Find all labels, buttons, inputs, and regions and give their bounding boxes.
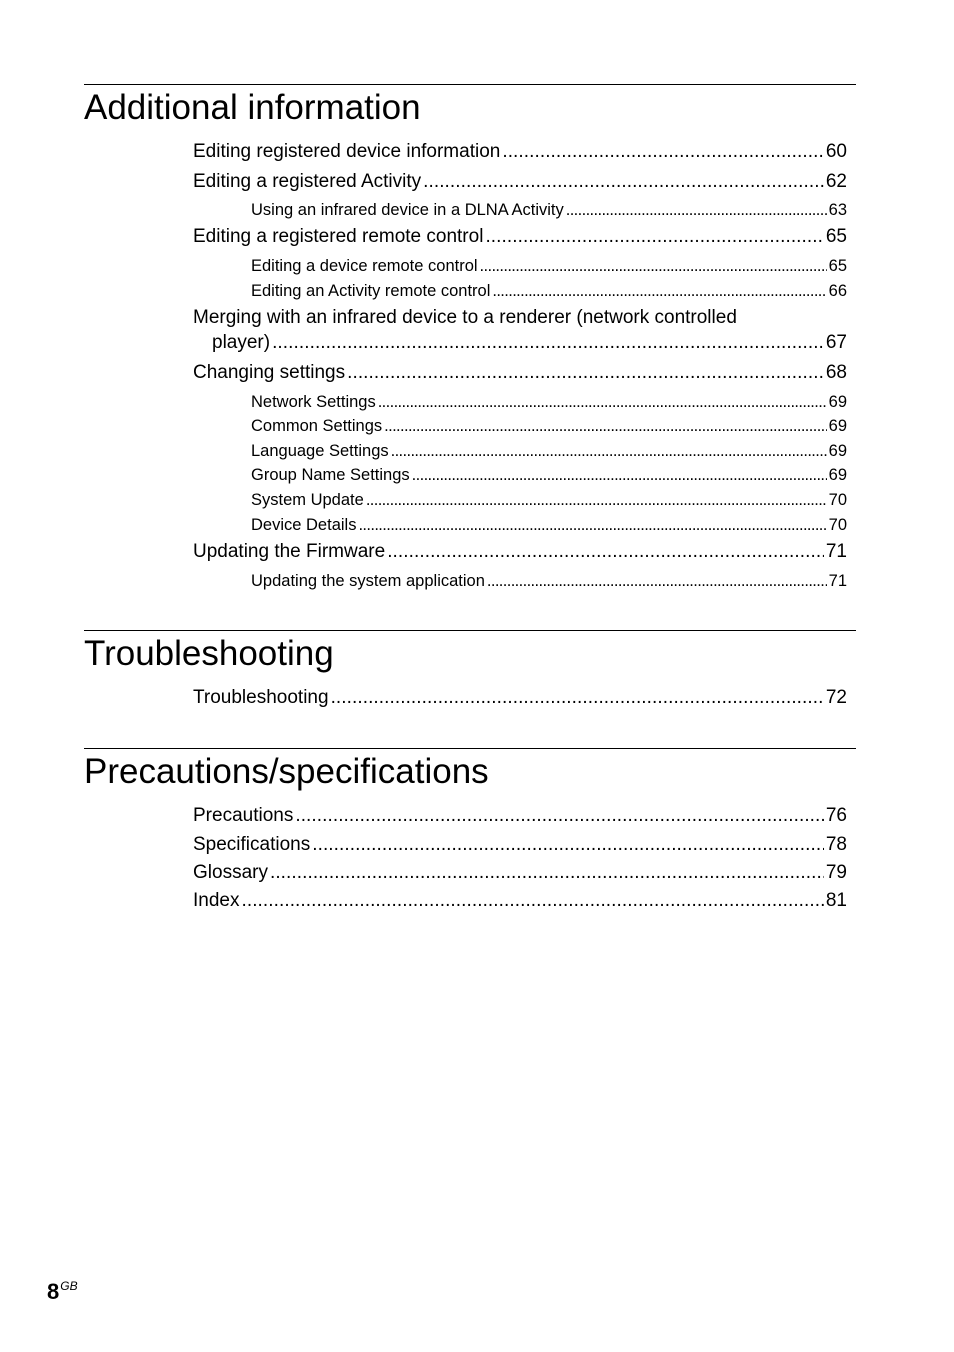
dot-leader [391,440,827,462]
dot-leader [312,833,824,857]
toc-entry[interactable] [193,170,847,194]
toc-entry-title: Editing a device remote control [251,257,478,275]
section-divider [84,748,856,749]
dot-leader [270,861,824,885]
dot-leader [412,464,827,486]
toc-entry-title: Index [193,890,240,911]
toc-entry-page: 63 [828,201,847,219]
toc-entry[interactable] [193,889,847,913]
toc-entry-page: 79 [825,862,847,883]
toc-subentry[interactable] [251,280,847,302]
toc-entry-title: System Update [251,491,364,509]
dot-leader [384,415,827,437]
toc-entry-page: 69 [828,466,847,484]
toc-subentry[interactable] [251,415,847,437]
toc-subentry[interactable] [251,199,847,221]
dot-leader [566,199,827,221]
toc-entry-page: 70 [828,516,847,534]
toc-entry-page: 60 [825,141,847,162]
toc-entry-title: Network Settings [251,393,376,411]
toc-entry-page: 78 [825,834,847,855]
toc-subentry[interactable] [251,464,847,486]
toc-entry-title: Group Name Settings [251,466,410,484]
toc-entry-title: Glossary [193,862,268,883]
toc-subentry[interactable] [251,391,847,413]
toc-entry-title: Updating the Firmware [193,541,386,562]
toc-entry[interactable] [212,331,847,355]
toc-entry-title: Changing settings [193,362,346,383]
toc-entry-title: Using an infrared device in a DLNA Activity [251,201,564,219]
toc-entry-page: 65 [828,257,847,275]
toc-entry-page: 65 [825,226,847,247]
toc-entry-page: 72 [825,687,847,708]
section-title: Troubleshooting [84,634,334,673]
toc-entry-page: 70 [828,491,847,509]
dot-leader [241,889,823,913]
dot-leader [295,804,824,828]
toc-entry-title: Precautions [193,805,294,826]
toc-entry-title-line[interactable]: Merging with an infrared device to a renderer (network controlled [193,307,737,328]
toc-entry-title: Troubleshooting [193,687,329,708]
dot-leader [331,686,824,710]
toc-entry-title: Editing a registered Activity [193,171,422,192]
section-divider [84,630,856,631]
toc-entry-page: 67 [825,332,847,353]
dot-leader [487,570,827,592]
toc-entry[interactable] [193,540,847,564]
section-divider [84,84,856,85]
toc-entry-page: 69 [828,393,847,411]
toc-entry[interactable] [193,686,847,710]
toc-subentry[interactable] [251,570,847,592]
dot-leader [358,514,826,536]
toc-entry-title: player) [212,332,271,353]
toc-subentry[interactable] [251,255,847,277]
toc-subentry[interactable] [251,440,847,462]
toc-entry-title: Common Settings [251,417,383,435]
toc-subentry[interactable] [251,489,847,511]
dot-leader [480,255,827,277]
page-number [47,1279,78,1305]
toc-entry-page: 71 [825,541,847,562]
section-title: Precautions/specifications [84,752,489,791]
dot-leader [272,331,824,355]
toc-subentry[interactable] [251,514,847,536]
toc-entry[interactable] [193,361,847,385]
toc-entry-title: Language Settings [251,442,389,460]
section-title: Additional information [84,88,421,127]
toc-entry-title: Editing registered device information [193,141,501,162]
dot-leader [423,170,824,194]
dot-leader [378,391,827,413]
toc-entry[interactable] [193,861,847,885]
toc-entry[interactable] [193,225,847,249]
dot-leader [492,280,826,302]
toc-entry-page: 66 [828,282,847,300]
toc-entry-page: 68 [825,362,847,383]
dot-leader [366,489,827,511]
page-number-suffix: GB [60,1279,78,1293]
toc-entry-title: Updating the system application [251,572,485,590]
toc-entry-title: Editing an Activity remote control [251,282,491,300]
toc-entry[interactable] [193,140,847,164]
toc-entry-page: 62 [825,171,847,192]
toc-entry[interactable] [193,804,847,828]
toc-entry[interactable] [193,833,847,857]
toc-entry-title: Editing a registered remote control [193,226,484,247]
page-number-value: 8 [47,1279,60,1304]
toc-entry-page: 69 [828,442,847,460]
toc-entry-page: 76 [825,805,847,826]
toc-entry-title: Device Details [251,516,357,534]
toc-entry-title: Specifications [193,834,311,855]
dot-leader [387,540,824,564]
toc-entry-page: 69 [828,417,847,435]
toc-entry-page: 81 [825,890,847,911]
toc-entry-page: 71 [828,572,847,590]
dot-leader [347,361,824,385]
dot-leader [502,140,824,164]
dot-leader [485,225,823,249]
